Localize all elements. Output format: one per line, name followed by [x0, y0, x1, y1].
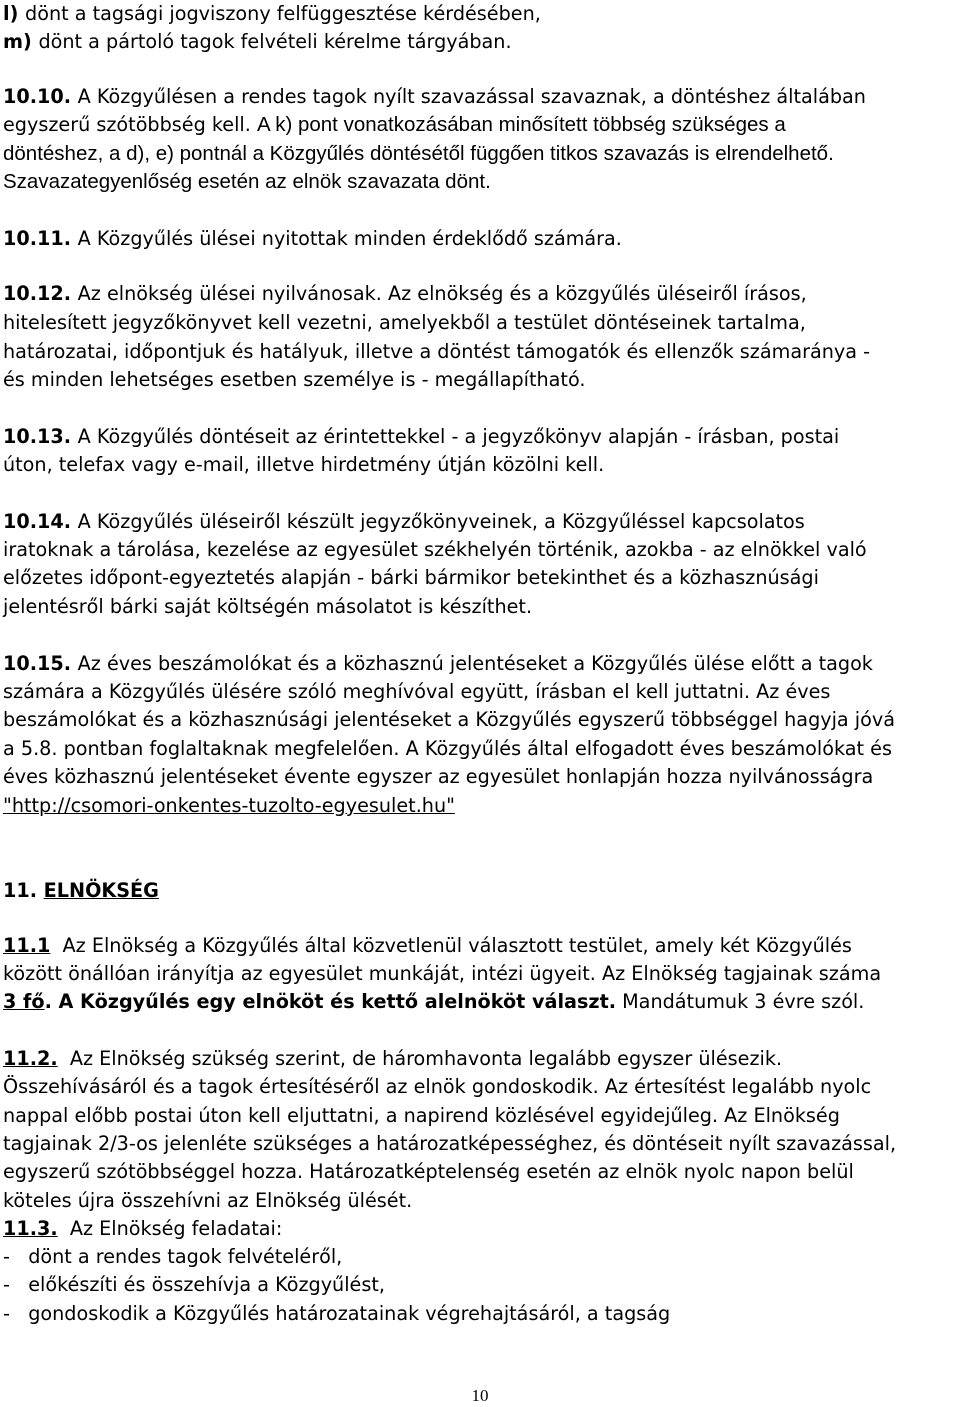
text-segment: előzetes időpont-egyeztetés alapján - bárki bármikor betekinthet és a közhasznúsági	[3, 566, 819, 589]
website-link[interactable]: "http://csomori-onkentes-tuzolto-egyesulet.hu"	[3, 794, 455, 817]
page-number: 10	[471, 1386, 489, 1405]
text-line	[3, 510, 805, 534]
text-segment: úton, telefax vagy e-mail, illetve hirdetmény útján közölni kell.	[3, 453, 605, 476]
text-segment: A Közgyűlésen a rendes tagok nyílt szavazással szavaznak, a döntéshez általában	[77, 85, 866, 108]
text-segment: - előkészíti és összehívja a Közgyűlést,	[3, 1273, 385, 1296]
text-line	[3, 1047, 782, 1071]
text-segment: köteles újra összehívni az Elnökség ülését.	[3, 1189, 413, 1212]
text-line	[3, 282, 807, 306]
text-line	[3, 794, 455, 818]
text-segment: - dönt a rendes tagok felvételéről,	[3, 1245, 343, 1268]
section-number: 10.11.	[3, 227, 78, 250]
text-line	[3, 765, 873, 789]
text-line	[3, 1160, 854, 1184]
text-line	[3, 680, 830, 704]
section-number: 11.	[3, 879, 44, 902]
section-number: 11.3.	[3, 1217, 58, 1240]
section-number: 3 fő	[3, 990, 45, 1013]
section-number: 11.1	[3, 934, 51, 957]
section-number: 10.15.	[3, 652, 78, 675]
text-line	[3, 962, 881, 986]
section-number: 10.13.	[3, 425, 78, 448]
text-line	[3, 453, 604, 477]
text-line	[3, 1245, 342, 1269]
text-segment: és minden lehetséges esetben személye is - megállapítható.	[3, 368, 586, 391]
text-line	[3, 227, 622, 251]
text-line	[3, 737, 892, 761]
text-segment: iratoknak a tárolása, kezelése az egyesület székhelyén történik, azokba - az elnökkel való	[3, 538, 867, 561]
text-line	[3, 1189, 412, 1213]
section-number: l)	[3, 2, 26, 25]
text-line	[3, 1104, 840, 1128]
section-number: 11.2.	[3, 1047, 58, 1070]
text-line	[3, 566, 819, 590]
text-line	[3, 538, 867, 562]
text-segment: egyszerű szótöbbség kell.	[3, 113, 257, 136]
text-segment: éves közhasznú jelentéseket évente egyszer az egyesület honlapján hozza nyilvánosságra	[3, 765, 874, 788]
text-segment: A Közgyűlés üléseiről készült jegyzőkönyveinek, a Közgyűléssel kapcsolatos	[77, 510, 805, 533]
section-number: 10.14.	[3, 510, 78, 533]
text-line	[3, 1302, 670, 1326]
text-segment: Összehívásáról és a tagok értesítéséről az elnök gondoskodik. Az értesítést legalább nyolc	[3, 1075, 872, 1098]
text-segment: dönt a tagsági jogviszony felfüggesztése kérdésében,	[25, 2, 541, 25]
text-segment: hitelesített jegyzőkönyvet kell vezetni, amelyekből a testület döntéseinek tartalma,	[3, 311, 806, 334]
text-line	[3, 1132, 896, 1156]
text-line	[3, 311, 806, 335]
text-segment: A Közgyűlés döntéseit az érintettekkel - a jegyzőkönyv alapján - írásban, postai	[77, 425, 840, 448]
text-segment: döntéshez, a d), e) pontnál a Közgyűlés döntésétől függően titkos szavazás is elrendelhető.	[3, 142, 834, 165]
text-line	[3, 1217, 282, 1241]
text-line	[3, 879, 159, 903]
section-number: 10.10.	[3, 85, 78, 108]
text-segment: Szavazategyenlőség esetén az elnök szavazata dönt.	[3, 170, 491, 193]
section-number: ELNÖKSÉG	[43, 879, 159, 902]
section-number: 10.12.	[3, 282, 78, 305]
text-segment: beszámolókat és a közhasznúsági jelentéseket a Közgyűlés egyszerű többséggel hagyja jóvá	[3, 708, 895, 731]
text-line	[3, 1273, 385, 1297]
text-segment: Mandátumuk 3 évre szól.	[616, 990, 865, 1013]
text-segment: számára a Közgyűlés ülésére szóló meghívóval együtt, írásban el kell juttatni. Az éves	[3, 680, 831, 703]
text-segment: egyszerű szótöbbséggel hozza. Határozatképtelenség esetén az elnök nyolc napon belül	[3, 1160, 854, 1183]
text-line	[3, 708, 895, 732]
text-line	[3, 30, 512, 54]
section-number: m)	[3, 30, 39, 53]
text-line	[3, 934, 852, 958]
text-line	[3, 425, 839, 449]
text-segment: Az Elnökség a Közgyűlés által közvetlenül választott testület, amely két Közgyűlés	[50, 934, 852, 957]
text-line	[3, 990, 864, 1014]
text-segment: jelentésről bárki saját költségén másolatot is készíthet.	[3, 595, 533, 618]
text-line	[3, 368, 585, 392]
section-number: . A Közgyűlés egy elnököt és kettő alelnököt választ.	[44, 990, 617, 1013]
text-line	[3, 1075, 871, 1099]
text-line	[3, 170, 491, 194]
text-segment: tagjainak 2/3-os jelenléte szükséges a határozatképességhez, és döntéseit nyílt szavazással,	[3, 1132, 897, 1155]
text-segment: között önállóan irányítja az egyesület munkáját, intézi ügyeit. Az Elnökség tagjainak száma	[3, 962, 882, 985]
text-line	[3, 595, 532, 619]
text-segment: dönt a pártoló tagok felvételi kérelme tárgyában.	[38, 30, 512, 53]
text-segment: Az éves beszámolókat és a közhasznú jelentéseket a Közgyűlés ülése előtt a tagok	[77, 652, 873, 675]
text-segment: Az Elnökség feladatai:	[57, 1217, 283, 1240]
text-line	[3, 142, 834, 166]
text-line	[3, 652, 873, 676]
text-segment: határozatai, időpontjuk és hatályuk, illetve a döntést támogatók és ellenzők számaránya -	[3, 340, 871, 363]
text-line	[3, 113, 786, 137]
text-segment: A k) pont vonatkozásában minősített többség szükséges a	[256, 113, 786, 136]
text-segment: a 5.8. pontban foglaltaknak megfelelően. A Közgyűlés által elfogadott éves beszámolókat és	[3, 737, 892, 760]
text-segment: - gondoskodik a Közgyűlés határozatainak végrehajtásáról, a tagság	[3, 1302, 671, 1325]
text-line	[3, 2, 541, 26]
text-line	[3, 340, 870, 364]
text-line	[3, 85, 866, 109]
text-segment: nappal előbb postai úton kell eljuttatni, a napirend közlésével egyidejűleg. Az Elnökség	[3, 1104, 840, 1127]
text-segment: Az elnökség ülései nyilvánosak. Az elnökség és a közgyűlés üléseiről írásos,	[77, 282, 807, 305]
text-segment: Az Elnökség szükség szerint, de háromhavonta legalább egyszer ülésezik.	[57, 1047, 783, 1070]
text-segment: A Közgyűlés ülései nyitottak minden érdeklődő számára.	[77, 227, 622, 250]
